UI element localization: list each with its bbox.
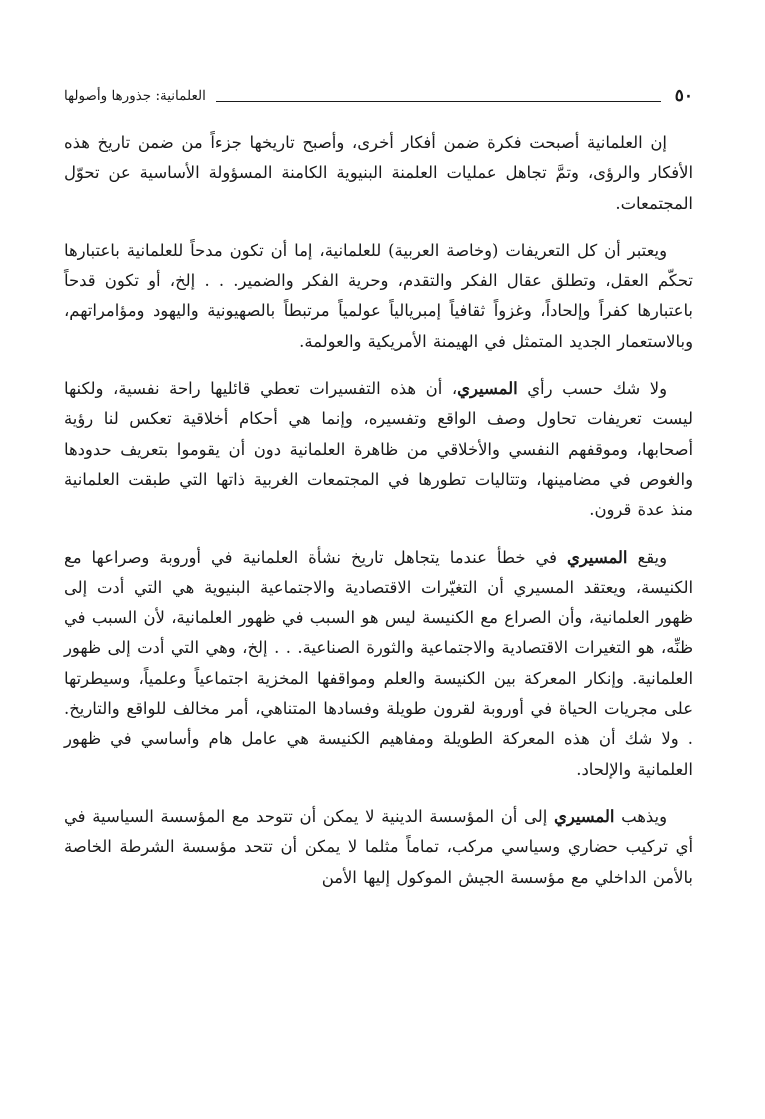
author-name-bold: المسيري — [457, 379, 518, 399]
paragraph-5 — [64, 802, 693, 893]
paragraph-3-text-start: ولا شك حسب رأي — [517, 379, 667, 399]
paragraph-1-text: إن العلمانية أصبحت فكرة ضمن أفكار أخرى، وأصبح تاريخها جزءاً من ضمن تاريخ هذه الأفكار والرؤى، وتمَّ تجاهل عمليات العلمنة البنيوية الكامنة المسؤولة الأساسية عن تحوّل المجتمعات. — [64, 133, 693, 213]
paragraph-3-text-rest: ، أن هذه التفسيرات تعطي قائليها راحة نفسية، ولكنها ليست تعريفات تحاول وصف الواقع وتفسيره، وإنما هي أحكام أخلاقية تعكس لنا رؤية أصحابها، وموقفهم النفسي والأخلاقي من ظاهرة العلمانية دون أن يقوموا بتعريف حدودها والغوص في مضامينها، وتتاليات تطورها في المجتمعات الغربية ذاتها التي طبقت العلمانية منذ عدة قرون. — [64, 379, 693, 520]
paragraph-5-text-start: ويذهب — [614, 806, 667, 826]
paragraph-2 — [64, 236, 693, 357]
page-number: ٥٠ — [674, 86, 693, 106]
author-name-bold: المسيري — [553, 806, 615, 826]
running-title: العلمانية: جذورها وأصولها — [64, 88, 206, 104]
page-header — [64, 82, 693, 106]
header-rule — [216, 101, 661, 102]
author-name-bold: المسيري — [567, 547, 628, 567]
paragraph-4 — [64, 543, 693, 785]
paragraph-3 — [64, 374, 693, 525]
paragraph-4-text-start: ويقع — [627, 547, 668, 567]
body-text — [64, 128, 693, 910]
paragraph-2-text: ويعتبر أن كل التعريفات (وخاصة العربية) للعلمانية، إما أن تكون مدحاً للعلمانية باعتبارها تحكّم العقل، وتطلق عقال الفكر والتقدم، وحرية الفكر والضمير. . . إلخ، أو تكون قدحاً باعتبارها كفراً وإلحاداً، وغزواً ثقافياً إمبريالياً عولمياً مرتبطاً بالصهيونية واليهود ومؤامراتهم، وبالاستعمار الجديد المتمثل في الهيمنة الأمريكية والعولمة. — [64, 240, 693, 351]
paragraph-4-text-rest: في خطأ عندما يتجاهل تاريخ نشأة العلمانية في أوروبة وصراعها مع الكنيسة، ويعتقد المسيري أن التغيّرات الاقتصادية والاجتماعية البنيوية هي التي أدت إلى ظهور العلمانية، وأن الصراع مع الكنيسة ليس هو السبب في ظهور العلمانية، لأن السبب في ظنِّه، هو التغيرات الاقتصادية والاجتماعية والثورة الصناعية. . . إلخ، وهي التي أدت إلى ظهور العلمانية. وإنكار المعركة بين الكنيسة والعلم ومواقفها المخزية اجتماعياً وعلمياً، وسيطرتها على مجريات الحياة في أوروبة لقرون طويلة وفسادها المتناهي، أمر مخالف للواقع والتاريخ. . ولا شك أن هذه المعركة الطويلة ومفاهيم الكنيسة هي عامل هام وأساسي في ظهور العلمانية والإلحاد. — [64, 547, 693, 779]
paragraph-5-text-rest: إلى أن المؤسسة الدينية لا يمكن أن تتوحد مع المؤسسة السياسية في أي تركيب حضاري وسياسي مركب، تماماً مثلما لا يمكن أن تتحد مؤسسة الشرطة الخاصة بالأمن الداخلي مع مؤسسة الجيش الموكول إليها الأمن — [64, 806, 693, 887]
paragraph-1 — [64, 128, 693, 219]
